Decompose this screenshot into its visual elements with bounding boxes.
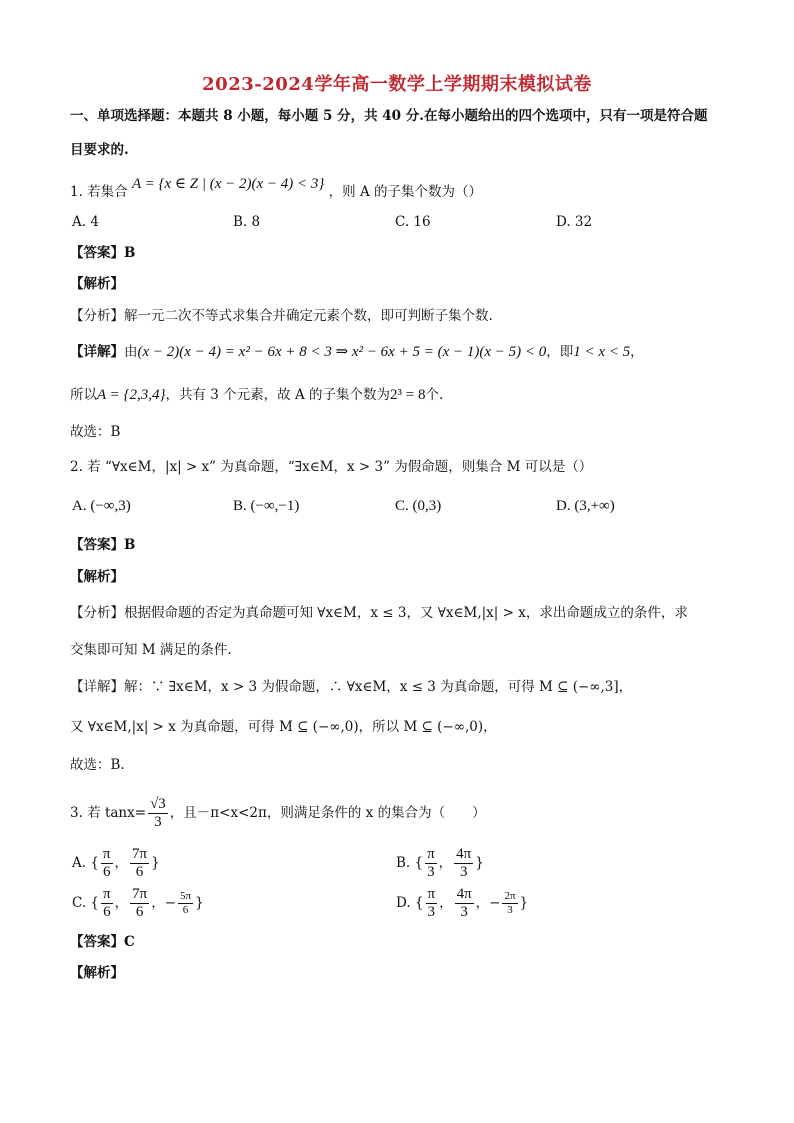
- q1-analysis: 【分析】解一元二次不等式求集合并确定元素个数，即可判断子集个数.: [70, 308, 493, 324]
- section-heading-line2: 目要求的.: [70, 142, 129, 158]
- q3-option-d-frac1: [426, 886, 438, 921]
- q3-tan-denominator: 3: [154, 814, 162, 830]
- q1-detail-line2: [70, 385, 443, 405]
- q1-line2-pre: 所以: [70, 387, 97, 403]
- frac-numerator: π: [427, 886, 436, 902]
- q3-option-b-frac1: [425, 846, 437, 881]
- q2-option-a: A. (−∞,3): [72, 498, 131, 514]
- frac-numerator: 2π: [504, 890, 516, 902]
- q3-option-d: D. { $\frac{\pi}{3}$ ， $\frac{4\pi}{3}$ ，− $\frac{2\pi}{3}$ }: [396, 886, 529, 920]
- q3-option-a-label: A. {: [72, 855, 99, 871]
- q3-tan-fraction: [148, 796, 168, 831]
- q1-set-expression: A = {x ∈ Z | (x − 2)(x − 4) < 3}: [131, 176, 325, 192]
- q1-stem: [70, 176, 483, 202]
- q2-detail-line2: 又 ∀x∈M,|x| > x 为真命题，可得 M ⊆ (−∞,0)，所以 M ⊆ (−∞,0)，: [70, 719, 497, 735]
- q3-stem-pre: 3. 若 tanx=: [70, 805, 147, 821]
- frac-denominator: 3: [427, 864, 435, 880]
- q3-option-c-frac3: [178, 890, 193, 917]
- q3-option-c-frac1: [101, 886, 113, 921]
- q3-jiexi: 【解析】: [70, 965, 124, 981]
- q1-detail-label: 【详解】: [70, 344, 124, 360]
- q3-option-b-close: }: [475, 855, 484, 871]
- q1-detail-mid: ，即: [546, 344, 574, 360]
- q2-option-b: B. (−∞,−1): [233, 498, 300, 514]
- q1-answer: 【答案】B: [70, 245, 136, 261]
- frac-denominator: 3: [427, 904, 436, 920]
- q2-stem: 2. 若 “∀x∈M，|x| > x” 为真命题，“∃x∈M，x > 3” 为假命题，则集合 M 可以是（）: [70, 459, 593, 475]
- q3-stem-tail: ，且－π<x<2π，则满足条件的 x 的集合为（ ）: [169, 805, 486, 821]
- frac-denominator: 3: [507, 904, 513, 916]
- q3-option-a-frac2: [130, 846, 149, 881]
- frac-numerator: 4π: [456, 846, 472, 862]
- q3-option-d-close: }: [519, 895, 529, 911]
- q1-line2-mid: ，共有 3 个元素，故 A 的子集个数为: [165, 387, 391, 403]
- q2-analysis-line2: 交集即可知 M 满足的条件.: [70, 642, 232, 658]
- q1-option-a: A. 4: [72, 214, 99, 230]
- q1-stem-tail: ，则 A 的子集个数为（）: [328, 184, 483, 200]
- q1-detail-expression: (x − 2)(x − 4) = x² − 6x + 8 < 3 ⇒ x² − 6x + 5 = (x − 1)(x − 5) < 0: [137, 344, 547, 360]
- q3-option-b-label: B. {: [396, 855, 424, 871]
- q1-line2-value: 2³ = 8: [390, 387, 426, 403]
- q3-option-d-minus: −: [489, 895, 501, 911]
- frac-denominator: 6: [182, 904, 189, 916]
- frac-numerator: 7π: [132, 846, 148, 862]
- frac-numerator: π: [427, 846, 435, 862]
- q2-choose: 故选：B.: [70, 757, 125, 773]
- q2-option-c: C. (0,3): [395, 498, 442, 514]
- q1-option-b: B. 8: [233, 214, 261, 230]
- q3-option-c-close: }: [195, 895, 204, 911]
- q1-detail-pre: 由: [124, 344, 138, 360]
- q1-line2-set: A = {2,3,4}: [97, 387, 166, 403]
- q3-option-a: A. { $\frac{\pi}{6}$ ， $\frac{7\pi}{6}$ }: [72, 846, 160, 880]
- page-title: 2023-2024学年高一数学上学期期末模拟试卷: [202, 74, 592, 95]
- frac-numerator: π: [102, 846, 111, 862]
- section-heading-line1: 一、单项选择题：本题共 8 小题，每小题 5 分，共 40 分.在每小题给出的四个选项中，只有一项是符合题: [70, 108, 708, 124]
- q2-answer: 【答案】B: [70, 537, 136, 553]
- q2-option-d: D. (3,+∞): [556, 498, 615, 514]
- frac-numerator: 4π: [456, 886, 472, 902]
- frac-denominator: 3: [460, 904, 468, 920]
- frac-numerator: 5π: [180, 890, 192, 902]
- frac-denominator: 3: [459, 864, 468, 880]
- q3-option-d-frac3: [502, 890, 517, 917]
- q2-jiexi: 【解析】: [70, 569, 124, 585]
- q3-option-c-label: C. {: [72, 895, 100, 911]
- frac-denominator: 6: [102, 864, 111, 880]
- q3-option-b: B. { $\frac{\pi}{3}$ ， $\frac{4\pi}{3}$ }: [396, 846, 484, 880]
- q3-option-a-close: }: [151, 855, 160, 871]
- q3-option-c-minus: −: [164, 895, 176, 911]
- q1-option-d: D. 32: [556, 214, 593, 230]
- q1-jiexi: 【解析】: [70, 276, 124, 292]
- q1-option-c: C. 16: [395, 214, 431, 230]
- q1-number: 1. 若集合: [70, 184, 128, 200]
- frac-denominator: 6: [135, 864, 144, 880]
- frac-numerator: π: [103, 886, 111, 902]
- q1-detail-end: ，: [630, 344, 644, 360]
- q1-line2-end: 个.: [425, 387, 444, 403]
- q3-option-b-frac2: [454, 846, 473, 881]
- frac-denominator: 6: [135, 904, 144, 920]
- q3-option-c-frac2: [130, 886, 149, 921]
- q3-tan-numerator: √3: [150, 796, 166, 812]
- frac-numerator: 7π: [132, 886, 148, 902]
- q3-option-d-frac2: [455, 886, 474, 921]
- q3-option-a-frac1: [101, 846, 113, 881]
- q3-option-d-label: D. {: [396, 895, 424, 911]
- q3-option-c: C. { $\frac{\pi}{6}$ ， $\frac{7\pi}{6}$ ，− $\frac{5\pi}{6}$ }: [72, 886, 204, 920]
- q3-stem: [70, 795, 486, 831]
- q2-detail-line1: 【详解】解：∵ ∃x∈M，x > 3 为假命题，∴ ∀x∈M，x ≤ 3 为真命题，可得 M ⊆ (−∞,3]，: [70, 679, 633, 695]
- q2-analysis-line1: 【分析】根据假命题的否定为真命题可知 ∀x∈M，x ≤ 3，又 ∀x∈M,|x| > x，求出命题成立的条件，求: [70, 605, 688, 621]
- q1-detail: [70, 342, 644, 362]
- q1-choose: 故选：B: [70, 424, 121, 440]
- frac-denominator: 6: [103, 904, 111, 920]
- q1-detail-range: 1 < x < 5: [573, 344, 631, 360]
- q3-answer: 【答案】C: [70, 934, 135, 950]
